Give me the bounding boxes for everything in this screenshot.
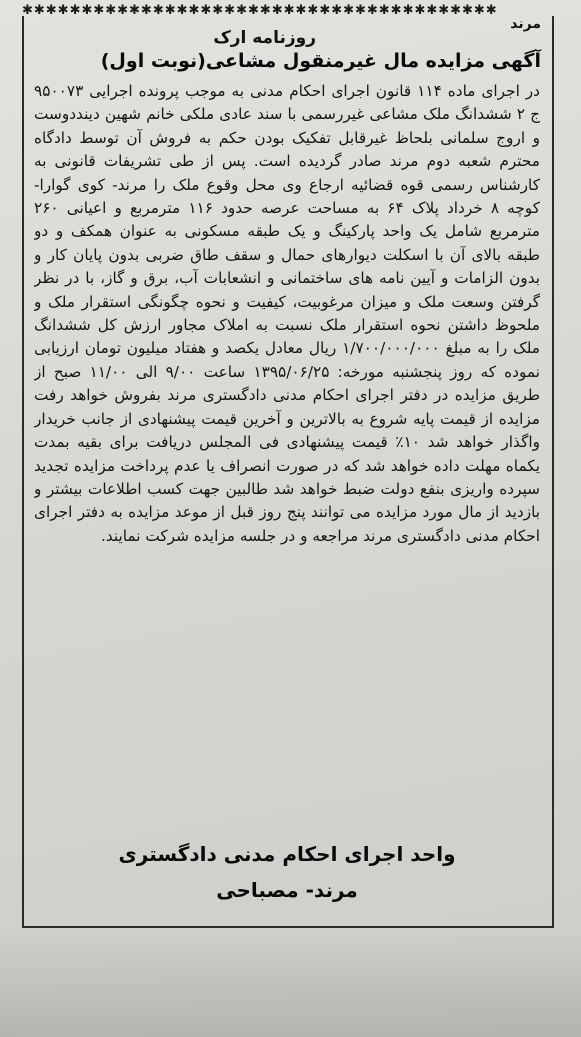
decorative-star-border: ✱✱✱✱✱✱✱✱✱✱✱✱✱✱✱✱✱✱✱✱✱✱✱✱✱✱✱✱✱✱✱✱✱✱✱✱✱✱✱✱: [22, 3, 498, 18]
signature-name: مرند- مصباحی: [216, 878, 358, 902]
newspaper-name: روزنامه ارک: [213, 28, 316, 48]
photo-shadow: [0, 927, 581, 1037]
city-label: مرند: [510, 16, 541, 32]
ad-body-text: در اجرای ماده ۱۱۴ قانون اجرای احکام مدنی به موجب پرونده اجرایی ۹۵۰۰۷۳ ج ۲ ششدانگ ملک مشاعی غیررسمی با سند عادی ملکی خانم شهین دینددوست و اروج سلمانی بلحاظ غیرقابل تفکیک بودن حکم به فروش آن توسط دادگاه محترم شعبه دوم مرند صادر گردیده است. پس از طی تشریفات قانونی به کارشناس رسمی قوه قضائیه ارجاع وی محل وقوع ملک را مرند- کوی گوارا- کوچه ۸ خرداد پلاک ۶۴ به مساحت عرصه حدود ۱۱۶ مترمربع و اعیانی ۲۶۰ مترمربع شامل یک واحد پارکینگ و یک طبقه مسکونی به عنوان همکف و دو طبقه بالای آن با اسکلت دیوارهای حمال و سقف طاق ضربی بدون پایان کار و بدون الزامات و آیین نامه های ساختمانی و انشعابات آب، برق و گاز، با در نظر گرفتن وسعت ملک و میزان مرغوبیت، کیفیت و نحوه چگونگی استقرار ملک و ملحوظ داشتن نحوه استقرار ملک نسبت به املاک مجاور ارزش کل ششدانگ ملک را به مبلغ ۱/۷۰۰/۰۰۰/۰۰۰ ریال معادل یکصد و هفتاد میلیون تومان ارزیابی نموده که روز پنجشنبه مورخه: ۱۳۹۵/۰۶/۲۵ ساعت ۹/۰۰ الی ۱۱/۰۰ صبح از طریق مزایده در دفتر اجرای احکام مدنی دادگستری مرند بفروش خواهد رفت مزایده از قیمت پایه شروع به بالاترین و آخرین قیمت پیشنهادی از جانب خریدار واگذار خواهد شد ۱۰٪ قیمت پیشنهادی فی المجلس دریافت برای بقیه بمدت یکماه مهلت داده خواهد شد که در صورت انصراف یا عدم پرداخت مزایده تجدید سپرده واریزی بنفع دولت ضبط خواهد شد طالبین جهت کسب اطلاعات بیشتر و بازدید از مال مورد مزایده می توانند پنج روز قبل از موعد مزایده به دفتر اجرای احکام مدنی دادگستری مرند مراجعه و در جلسه مزایده شرکت نمایند.: [34, 82, 540, 545]
signature-office: واحد اجرای احکام مدنی دادگستری: [118, 842, 456, 866]
ad-headline: آگهی مزایده مال غیرمنقول مشاعی(نوبت اول): [100, 50, 541, 72]
